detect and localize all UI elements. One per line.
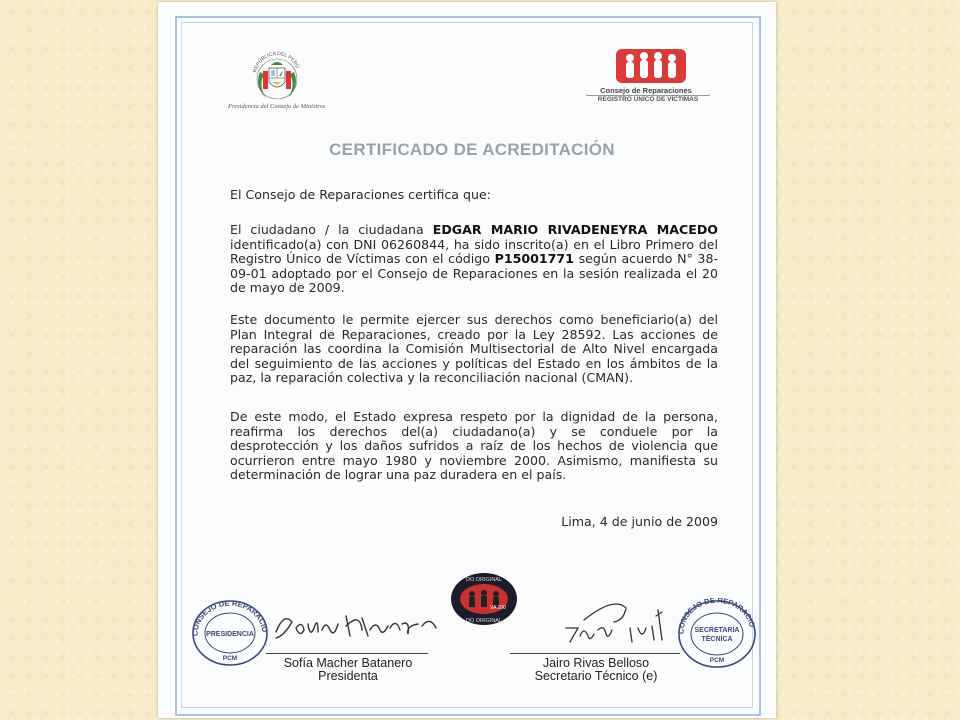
svg-text:SECRETARÍA: SECRETARÍA <box>694 627 740 634</box>
intro-text: El Consejo de Reparaciones certifica que: <box>230 187 491 202</box>
place-date: Lima, 4 de junio de 2009 <box>561 514 718 529</box>
svg-text:PRESIDENCIA: PRESIDENCIA <box>206 631 254 638</box>
left-signer-role: Presidenta <box>318 669 378 683</box>
right-logo-line2: REGISTRO ÚNICO DE VÍCTIMAS <box>597 96 699 103</box>
left-handwritten-signature <box>270 606 446 646</box>
svg-text:DO ORIGINAL: DO ORIGINAL <box>465 577 503 583</box>
right-signer-role: Secretario Técnico (e) <box>534 669 658 683</box>
certificate-title: CERTIFICADO DE ACREDITACIÓN <box>329 140 615 159</box>
svg-text:PCM: PCM <box>709 657 725 664</box>
certificate-paper <box>158 2 776 718</box>
original-document-seal <box>450 572 518 626</box>
p1-text-b: identificado(a) con DNI 06260844, ha sido inscrito(a) en el Libro Primero del Registro Único de Víctimas con el código <box>230 236 718 267</box>
paragraph-3: De este modo, el Estado expresa respeto por la dignidad de la persona, reafirma los derechos del(a) ciudadano(a) y se conduele por la desprotección y los daños sufridos a raíz de los hechos de violencia que ocurrieron entre mayo 1980 y noviembre 2000. Asimismo, manifiesta su determinación de lograr una paz duradera en el país. <box>230 409 718 483</box>
peru-coat-of-arms-logo <box>246 46 308 106</box>
secretaria-tecnica-stamp <box>676 598 758 670</box>
svg-text:CONSEJO DE REPARACIONES: CONSEJO DE REPARACIO <box>676 598 757 635</box>
svg-text:REPÚBLICA DEL PERÚ: REPÚBLICA DEL PERÚ <box>252 50 301 74</box>
registry-code: P15001771 <box>494 251 574 267</box>
right-signer-name: Jairo Rivas Belloso <box>542 656 650 670</box>
consejo-reparaciones-logo <box>614 45 694 85</box>
p1-text-c: según acuerdo N° 38-09-01 adoptado por el Consejo de Reparaciones en la sesión realizada el 20 de mayo de 2009. <box>230 251 718 296</box>
right-signature-line <box>510 653 680 654</box>
right-logo-line1: Consejo de Reparaciones <box>600 86 692 95</box>
svg-text:TÉCNICA: TÉCNICA <box>701 636 733 643</box>
p1-text-a: El ciudadano / la ciudadana <box>230 222 433 237</box>
paragraph-2: Este documento le permite ejercer sus derechos como beneficiario(a) del Plan Integral de Reparaciones, creado por la Ley 28592. Las acciones de reparación las coordina la Comisión Multisectorial de Alto Nivel encargada del seguimiento de las acciones y políticas del Estado en los ámbitos de la paz, la reparación colectiva y la reconciliación nacional (CMAN). <box>230 312 718 386</box>
right-handwritten-signature <box>554 600 674 646</box>
svg-text:CONSEJO DE REPARACIONES: CONSEJO DE REPARACIO <box>190 598 270 637</box>
citizen-name: EDGAR MARIO RIVADENEYRA MACEDO <box>432 222 718 237</box>
left-logo-caption: Presidencia del Consejo de Ministros <box>228 103 326 110</box>
paragraph-1 <box>230 223 718 296</box>
svg-text:PCM: PCM <box>222 655 238 662</box>
left-signature-line <box>266 653 428 654</box>
left-signer-name: Sofía Macher Batanero <box>283 656 413 670</box>
svg-text:VA 100: VA 100 <box>490 605 506 611</box>
svg-text:DO ORIGINAL: DO ORIGINAL <box>465 618 503 624</box>
